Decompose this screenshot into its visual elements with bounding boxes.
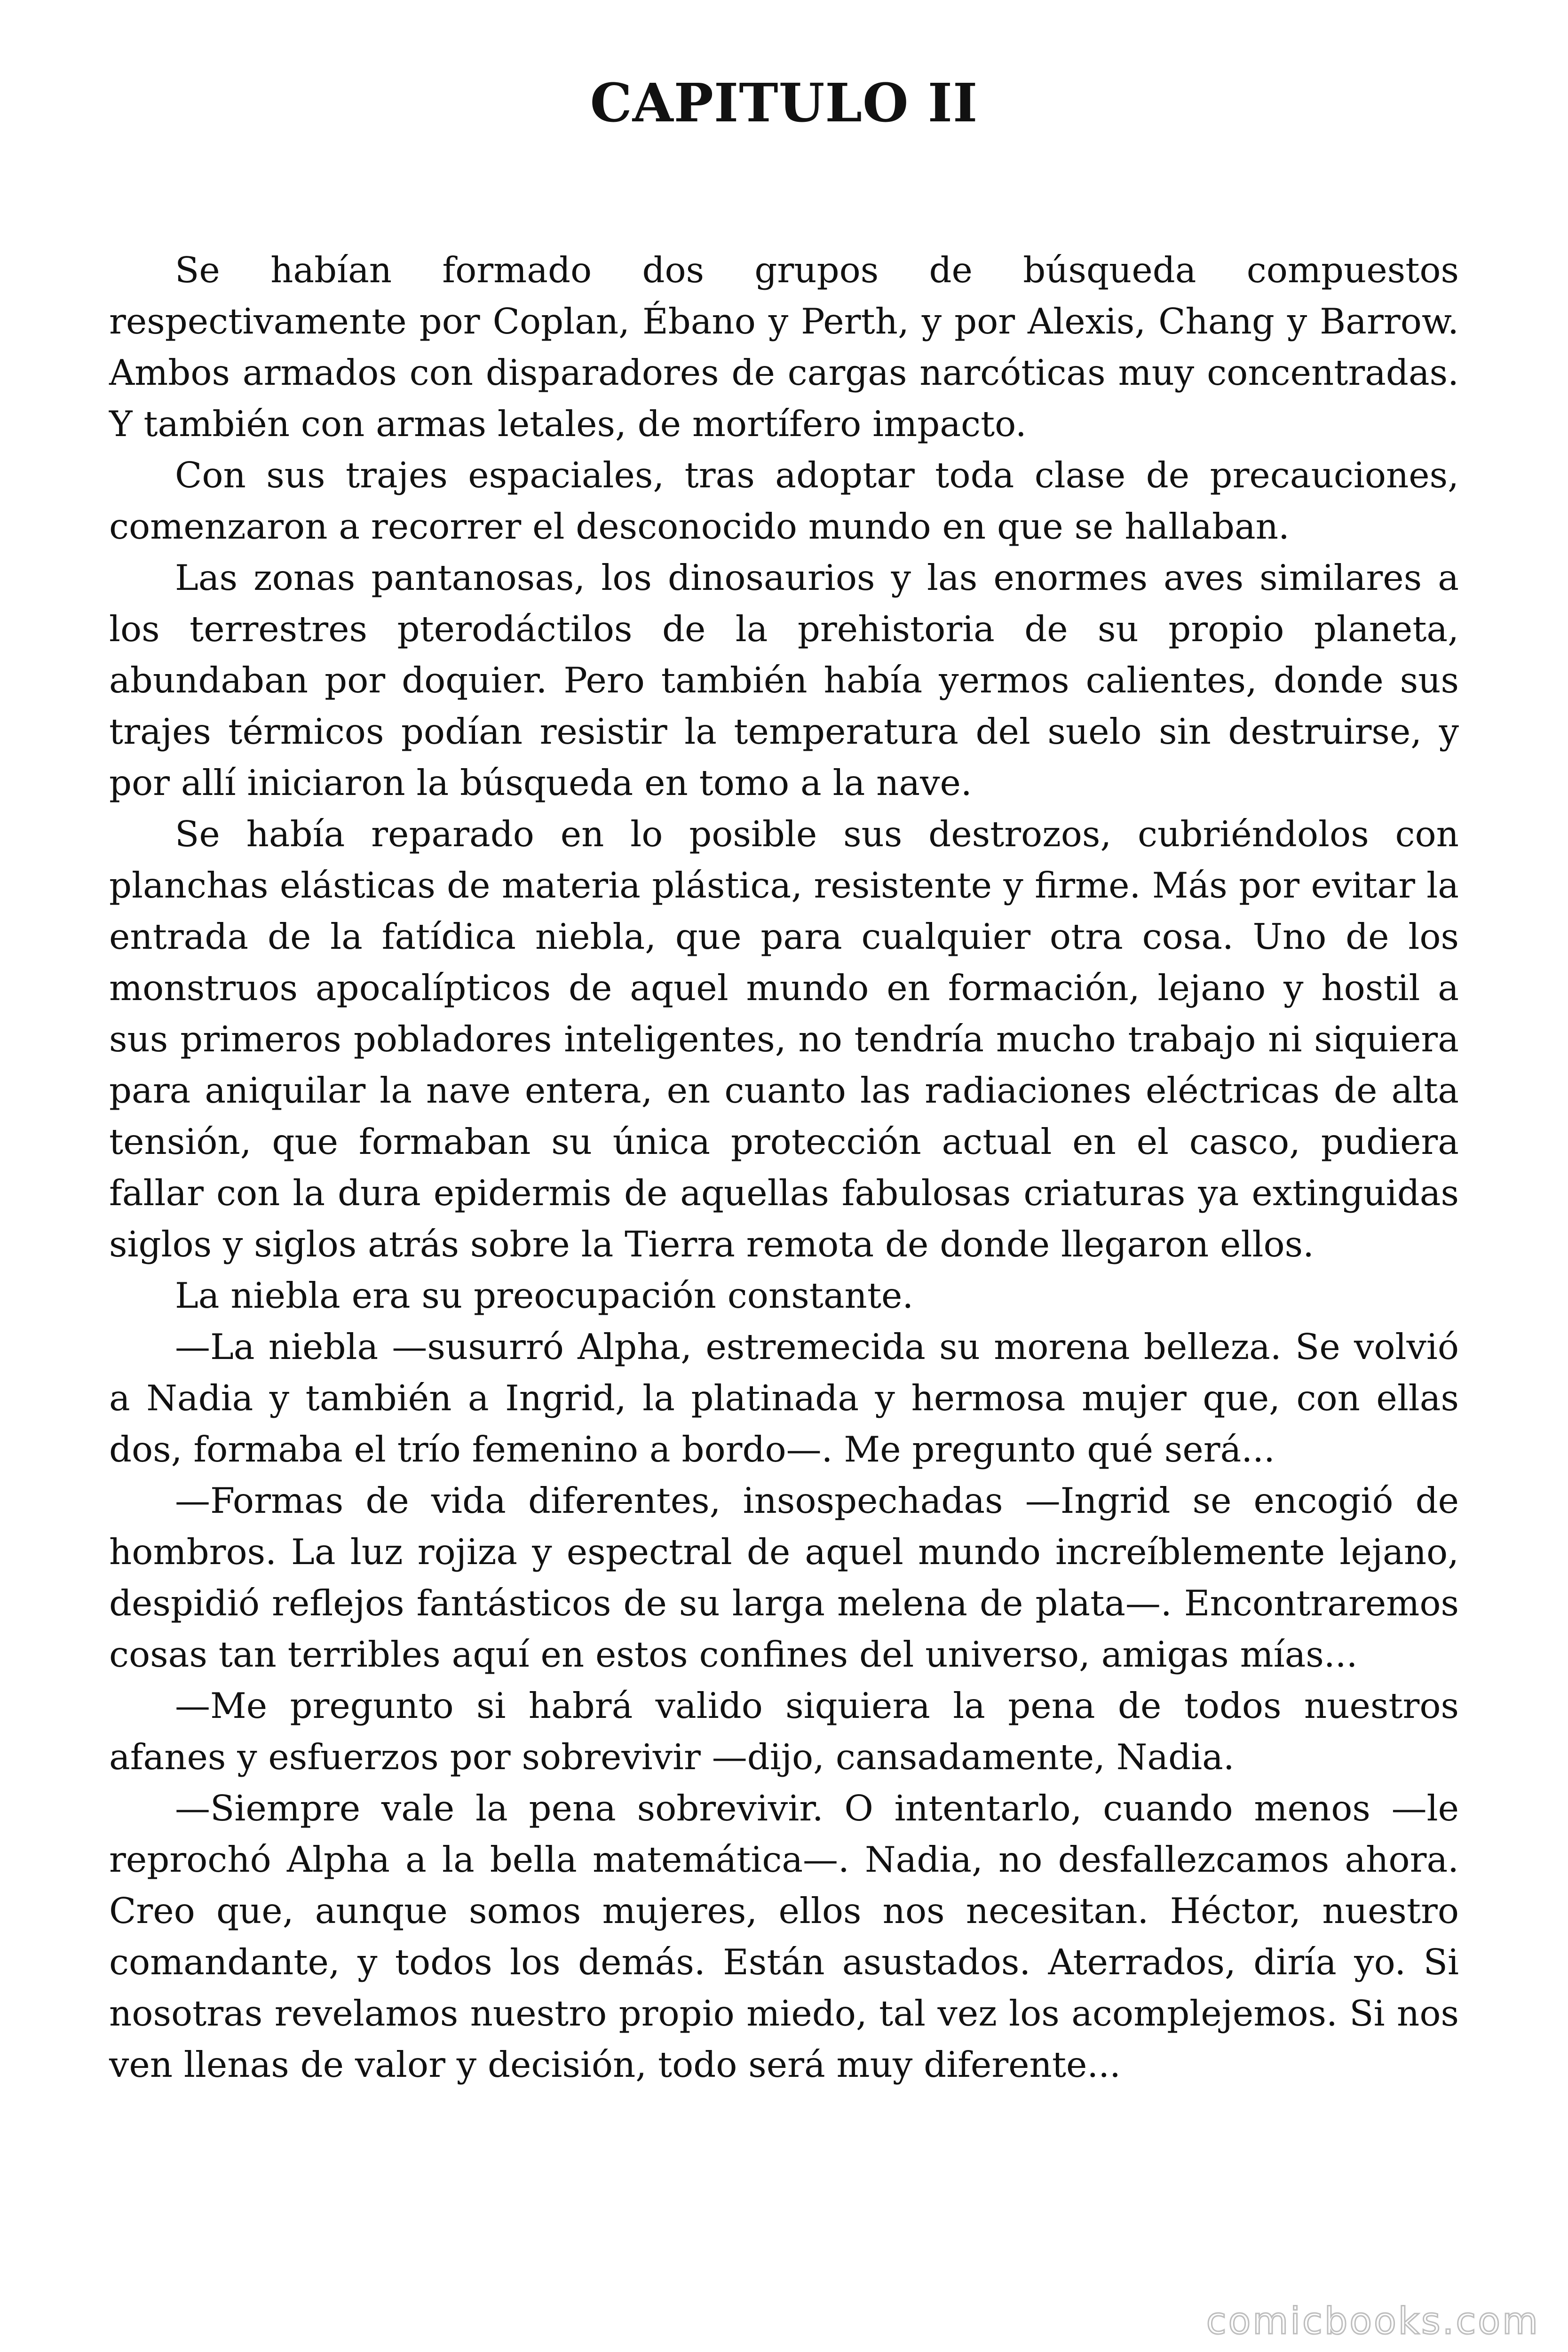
paragraph: Se habían formado dos grupos de búsqueda compuestos respectivamente por Coplan, Ébano y Perth, y por Alexis, Chang y Barrow. Ambos armados con disparadores de cargas narcóticas muy concentradas. Y también con armas letales, de mortífero impacto. — [109, 249, 1459, 445]
paragraph: Con sus trajes espaciales, tras adoptar toda clase de precauciones, comenzaron a recorrer el desconocido mundo en que se hallaban. — [109, 454, 1459, 547]
paragraph: La niebla era su preocupación constante. — [175, 1275, 914, 1316]
paragraph: Se había reparado en lo posible sus destrozos, cubriéndolos con planchas elásticas de materia plástica, resistente y firme. Más por evitar la entrada de la fatídica niebla, que para cualquier otra cosa. Uno de los monstruos apocalípticos de aquel mundo en formación, lejano y hostil a sus primeros pobladores inteligentes, no tendría mucho trabajo ni siquiera para aniquilar la nave entera, en cuanto las radiaciones eléctricas de alta tensión, que formaban su única protección actual en el casco, pudiera fallar con la dura epidermis de aquellas fabulosas criaturas ya extinguidas siglos y siglos atrás sobre la Tierra remota de donde llegaron ellos. — [109, 813, 1459, 1265]
chapter-title: CAPITULO II — [590, 72, 978, 134]
paragraph: —Siempre vale la pena sobrevivir. O intentarlo, cuando menos —le reprochó Alpha a la bella matemática—. Nadia, no desfallezcamos ahora. Creo que, aunque somos mujeres, ellos nos necesitan. Héctor, nuestro comandante, y todos los demás. Están asustados. Aterrados, diría yo. Si nosotras revelamos nuestro propio miedo, tal vez los acomplejemos. Si nos ven llenas de valor y decisión, todo será muy diferente... — [109, 1788, 1459, 2085]
paragraph: Las zonas pantanosas, los dinosaurios y las enormes aves similares a los terrestres pterodáctilos de la prehistoria de su propio planeta, abundaban por doquier. Pero también había yermos calientes, donde sus trajes térmicos podían resistir la temperatura del suelo sin destruirse, y por allí iniciaron la búsqueda en tomo a la nave. — [109, 557, 1459, 803]
watermark: comicbooks.com — [1206, 2300, 1540, 2343]
paragraph: —Me pregunto si habrá valido siquiera la pena de todos nuestros afanes y esfuerzos por sobrevivir —dijo, cansadamente, Nadia. — [109, 1685, 1459, 1778]
paragraph: —La niebla —susurró Alpha, estremecida su morena belleza. Se volvió a Nadia y también a Ingrid, la platinada y hermosa mujer que, con ellas dos, formaba el trío femenino a bordo—. Me pregunto qué será... — [109, 1326, 1459, 1470]
paragraph: —Formas de vida diferentes, insospechadas —Ingrid se encogió de hombros. La luz rojiza y espectral de aquel mundo increíblemente lejano, despidió reflejos fantásticos de su larga melena de plata—. Encontraremos cosas tan terribles aquí en estos confines del universo, amigas mías... — [109, 1480, 1459, 1675]
chapter-body — [109, 245, 1459, 2090]
